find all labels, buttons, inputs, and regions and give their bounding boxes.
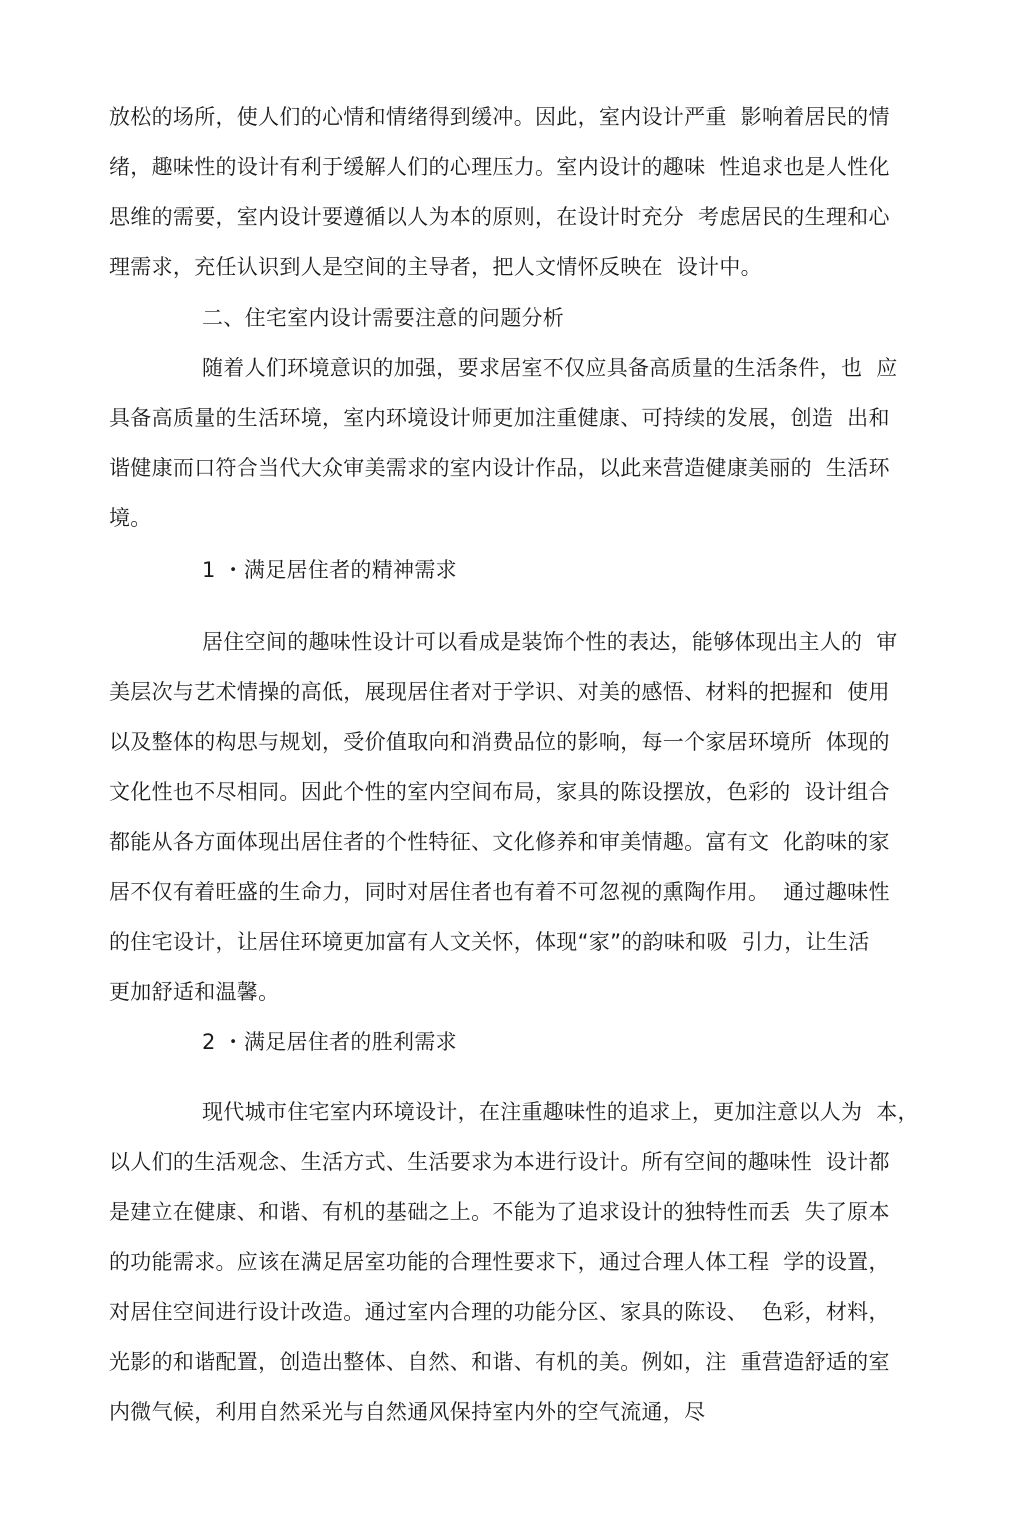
text-line: 对居住空间进行设计改造。通过室内合理的功能分区、家具的陈设、 色彩，材料， (109, 1300, 890, 1324)
text-line: 的住宅设计，让居住环境更加富有人文关怀，体现“家”的韵味和吸 引力，让生活 (109, 930, 870, 954)
subsection-heading: 1 ・满足居住者的精神需求 (202, 558, 457, 582)
section-heading: 二、住宅室内设计需要注意的问题分析 (202, 306, 565, 330)
text-line: 光影的和谐配置，创造出整体、自然、和谐、有机的美。例如，注 重营造舒适的室 (109, 1350, 890, 1374)
text-line: 以及整体的构思与规划，受价值取向和消费品位的影响，每一个家居环境所 体现的 (109, 730, 890, 754)
text-line: 境。 (109, 506, 152, 530)
subsection-heading: 2 ・满足居住者的胜利需求 (202, 1030, 457, 1054)
text-line: 绪，趣味性的设计有利于缓解人们的心理压力。室内设计的趣味 性追求也是人性化 (109, 155, 890, 179)
text-line: 文化性也不尽相同。因此个性的室内空间布局，家具的陈设摆放，色彩的 设计组合 (109, 780, 890, 804)
text-line: 的功能需求。应该在满足居室功能的合理性要求下，通过合理人体工程 学的设置， (109, 1250, 890, 1274)
text-line: 具备高质量的生活环境，室内环境设计师更加注重健康、可持续的发展，创造 出和 (109, 406, 890, 430)
text-line: 谐健康而口符合当代大众审美需求的室内设计作品，以此来营造健康美丽的 生活环 (109, 456, 890, 480)
text-line: 思维的需要，室内设计要遵循以人为本的原则，在设计时充分 考虑居民的生理和心 (109, 205, 890, 229)
text-line: 美层次与艺术情操的高低，展现居住者对于学识、对美的感悟、材料的把握和 使用 (109, 680, 890, 704)
text-line: 以人们的生活观念、生活方式、生活要求为本进行设计。所有空间的趣味性 设计都 (109, 1150, 890, 1174)
text-line: 居住空间的趣味性设计可以看成是装饰个性的表达，能够体现出主人的 审 (202, 630, 898, 654)
text-line: 内微气候，利用自然采光与自然通风保持室内外的空气流通，尽 (109, 1400, 706, 1424)
text-line: 放松的场所，使人们的心情和情绪得到缓冲。因此，室内设计严重 影响着居民的情 (109, 105, 890, 129)
text-line: 居不仅有着旺盛的生命力，同时对居住者也有着不可忽视的熏陶作用。 通过趣味性 (109, 880, 890, 904)
text-line: 是建立在健康、和谐、有机的基础之上。不能为了追求设计的独特性而丢 失了原本 (109, 1200, 890, 1224)
text-line: 更加舒适和温馨。 (109, 980, 280, 1004)
text-line: 都能从各方面体现出居住者的个性特征、文化修养和审美情趣。富有文 化韵味的家 (109, 830, 890, 854)
text-line: 随着人们环境意识的加强，要求居室不仅应具备高质量的生活条件，也 应 (202, 356, 898, 380)
text-line: 现代城市住宅室内环境设计，在注重趣味性的追求上，更加注意以人为 本， (202, 1100, 919, 1124)
text-line: 理需求，充任认识到人是空间的主导者，把人文情怀反映在 设计中。 (109, 255, 762, 279)
